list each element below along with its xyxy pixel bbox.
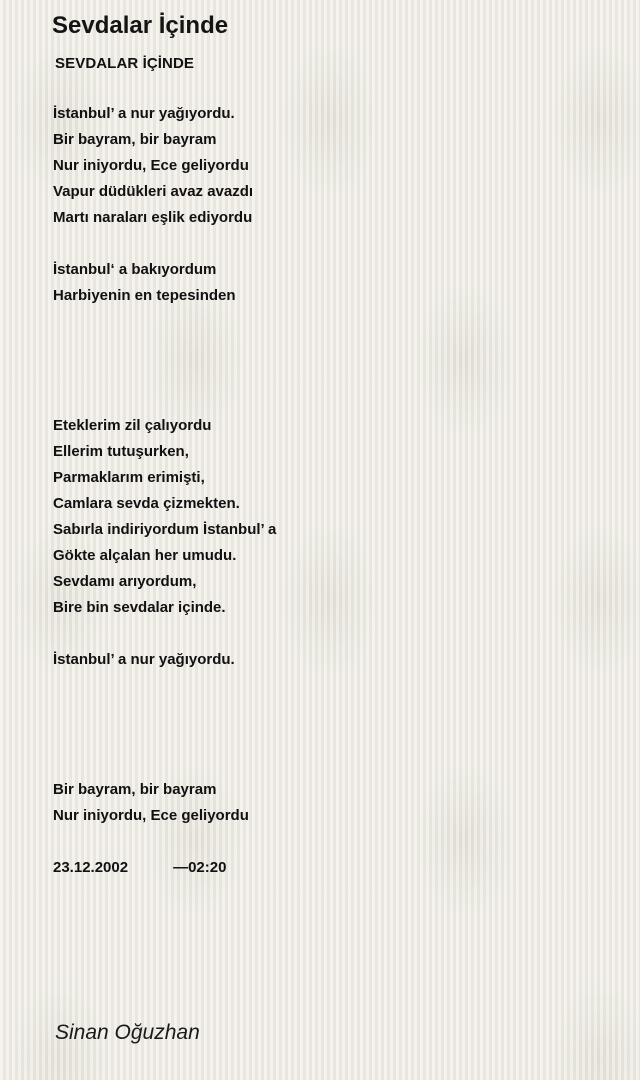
poem-line: Camlara sevda çizmekten. xyxy=(53,495,240,512)
poem-line: Gökte alçalan her umudu. xyxy=(53,547,237,564)
poem-heading: SEVDALAR İÇİNDE xyxy=(55,55,195,72)
poem-line: Sevdamı arıyordum, xyxy=(53,573,197,590)
author-name: Sinan Oğuzhan xyxy=(55,1021,200,1044)
poem-line: Sabırla indiriyordum İstanbul’ a xyxy=(53,521,277,538)
poem-line: Martı naraları eşlik ediyordu xyxy=(53,209,253,226)
stanza-5 xyxy=(53,777,613,829)
stanza-1 xyxy=(53,101,613,231)
poem-line: Bir bayram, bir bayram xyxy=(53,131,217,148)
poem-line: Parmaklarım erimişti, xyxy=(53,469,205,486)
page-title: Sevdalar İçinde xyxy=(52,12,229,39)
poem-time: —02:20 xyxy=(173,859,227,876)
poem-line: Nur iniyordu, Ece geliyordu xyxy=(53,157,249,174)
poem-line: Bire bin sevdalar içinde. xyxy=(53,599,226,616)
poem-line: Eteklerim zil çalıyordu xyxy=(53,417,212,434)
stanza-2 xyxy=(53,257,613,309)
poem-line: Harbiyenin en tepesinden xyxy=(53,287,236,304)
poem-body xyxy=(53,53,613,881)
stanza-4 xyxy=(53,647,613,673)
poem-line: Nur iniyordu, Ece geliyordu xyxy=(53,807,249,824)
stanza-3 xyxy=(53,413,613,621)
poem-date-row xyxy=(53,855,613,881)
poem-line: Bir bayram, bir bayram xyxy=(53,781,217,798)
poem-line: Vapur düdükleri avaz avazdı xyxy=(53,183,254,200)
poem-line: İstanbul’ a nur yağıyordu. xyxy=(53,105,235,122)
poem-line: Ellerim tutuşurken, xyxy=(53,443,189,460)
poem-line: İstanbul’ a nur yağıyordu. xyxy=(53,651,235,668)
poem-line: İstanbul‘ a bakıyordum xyxy=(53,261,217,278)
poem-date: 23.12.2002 xyxy=(53,859,129,876)
